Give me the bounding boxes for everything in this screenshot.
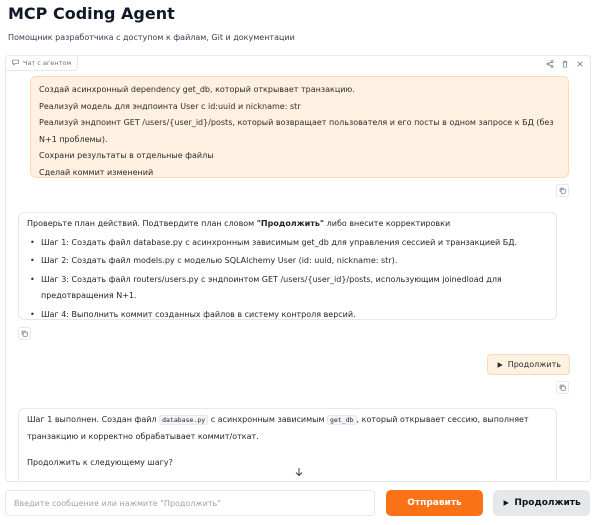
close-icon[interactable]	[575, 59, 584, 68]
panel-tools	[545, 59, 584, 68]
copy-icon	[559, 187, 566, 194]
result-text-part: , который открывает сессию, выполняет транзакцию и корректно обрабатывает коммит/откат.	[27, 415, 529, 441]
plan-intro-text: либо внесите корректировки	[324, 219, 451, 228]
user-message-line: Сделай коммит изменений	[39, 167, 154, 177]
continue-button-label: Продолжить	[514, 498, 581, 508]
result-text-part: с асинхронным зависимым	[208, 415, 328, 424]
chat-icon	[12, 59, 19, 68]
plan-intro-text: Проверьте план действий. Подтвердите план словом	[27, 219, 257, 228]
plan-step: • Шаг 4: Выполнить коммит созданных файлов в систему контроля версий.	[27, 307, 548, 324]
play-icon	[496, 361, 504, 369]
scroll-down-button[interactable]	[294, 462, 304, 472]
chat-panel[interactable]	[5, 55, 591, 482]
inline-code: get_db	[327, 415, 356, 425]
user-message	[30, 76, 569, 178]
copy-icon	[21, 330, 28, 337]
user-message-line: Реализуй эндпоинт GET /users/{user_id}/posts, который возвращает пользователя и его посты в одном запросе к БД (без N+1 проблемы).	[39, 118, 554, 144]
plan-intro-keyword: "Продолжить"	[256, 219, 325, 228]
plan-intro	[27, 216, 548, 233]
send-button[interactable]	[386, 490, 483, 516]
inline-code: database.py	[159, 415, 208, 425]
continue-quick-reply[interactable]	[487, 354, 570, 375]
chat-label-text: Чат с агентом	[23, 59, 72, 67]
plan-step: • Шаг 2: Создать файл models.py с моделью SQLAlchemy User (id: uuid, nickname: str).	[27, 253, 548, 270]
trash-icon[interactable]	[560, 59, 569, 68]
user-message-line: Создай асинхронный dependency get_db, который открывает транзакцию.	[39, 85, 355, 94]
plan-step: • Шаг 1: Создать файл database.py с асинхронным зависимым get_db для управления сессией и транзакцией БД.	[27, 235, 548, 252]
copy-quick-reply-button[interactable]	[556, 381, 569, 394]
plan-steps	[27, 235, 548, 324]
play-icon	[502, 499, 510, 507]
chat-label	[6, 56, 78, 71]
result-text	[27, 412, 548, 445]
plan-step: • Шаг 3: Создать файл routers/users.py с эндпоинтом GET /users/{user_id}/posts, использующим joinedload для предотвращения N+1.	[27, 272, 548, 305]
result-message	[18, 408, 557, 482]
share-icon[interactable]	[545, 59, 554, 68]
send-button-label: Отправить	[407, 498, 462, 508]
result-text-part: Шаг 1 выполнен. Создан файл	[27, 415, 160, 424]
plan-message	[18, 212, 557, 320]
copy-user-message-button[interactable]	[556, 184, 569, 197]
continue-button[interactable]	[493, 490, 590, 516]
arrow-down-icon	[294, 467, 304, 477]
continue-quick-reply-label: Продолжить	[507, 360, 561, 369]
user-message-line: Сохрани результаты в отдельные файлы	[39, 151, 214, 160]
message-input[interactable]	[14, 499, 366, 508]
result-question: Продолжить к следующему шагу?	[27, 458, 173, 467]
copy-icon	[559, 384, 566, 391]
user-message-line: Реализуй модель для эндпоинта User с id:uuid и nickname: str	[39, 101, 301, 111]
copy-plan-message-button[interactable]	[18, 327, 31, 340]
app-title: MCP Coding Agent	[8, 4, 175, 23]
app-subtitle: Помощник разработчика с доступом к файлам, Git и документации	[8, 33, 295, 42]
message-input-container[interactable]	[5, 490, 375, 516]
